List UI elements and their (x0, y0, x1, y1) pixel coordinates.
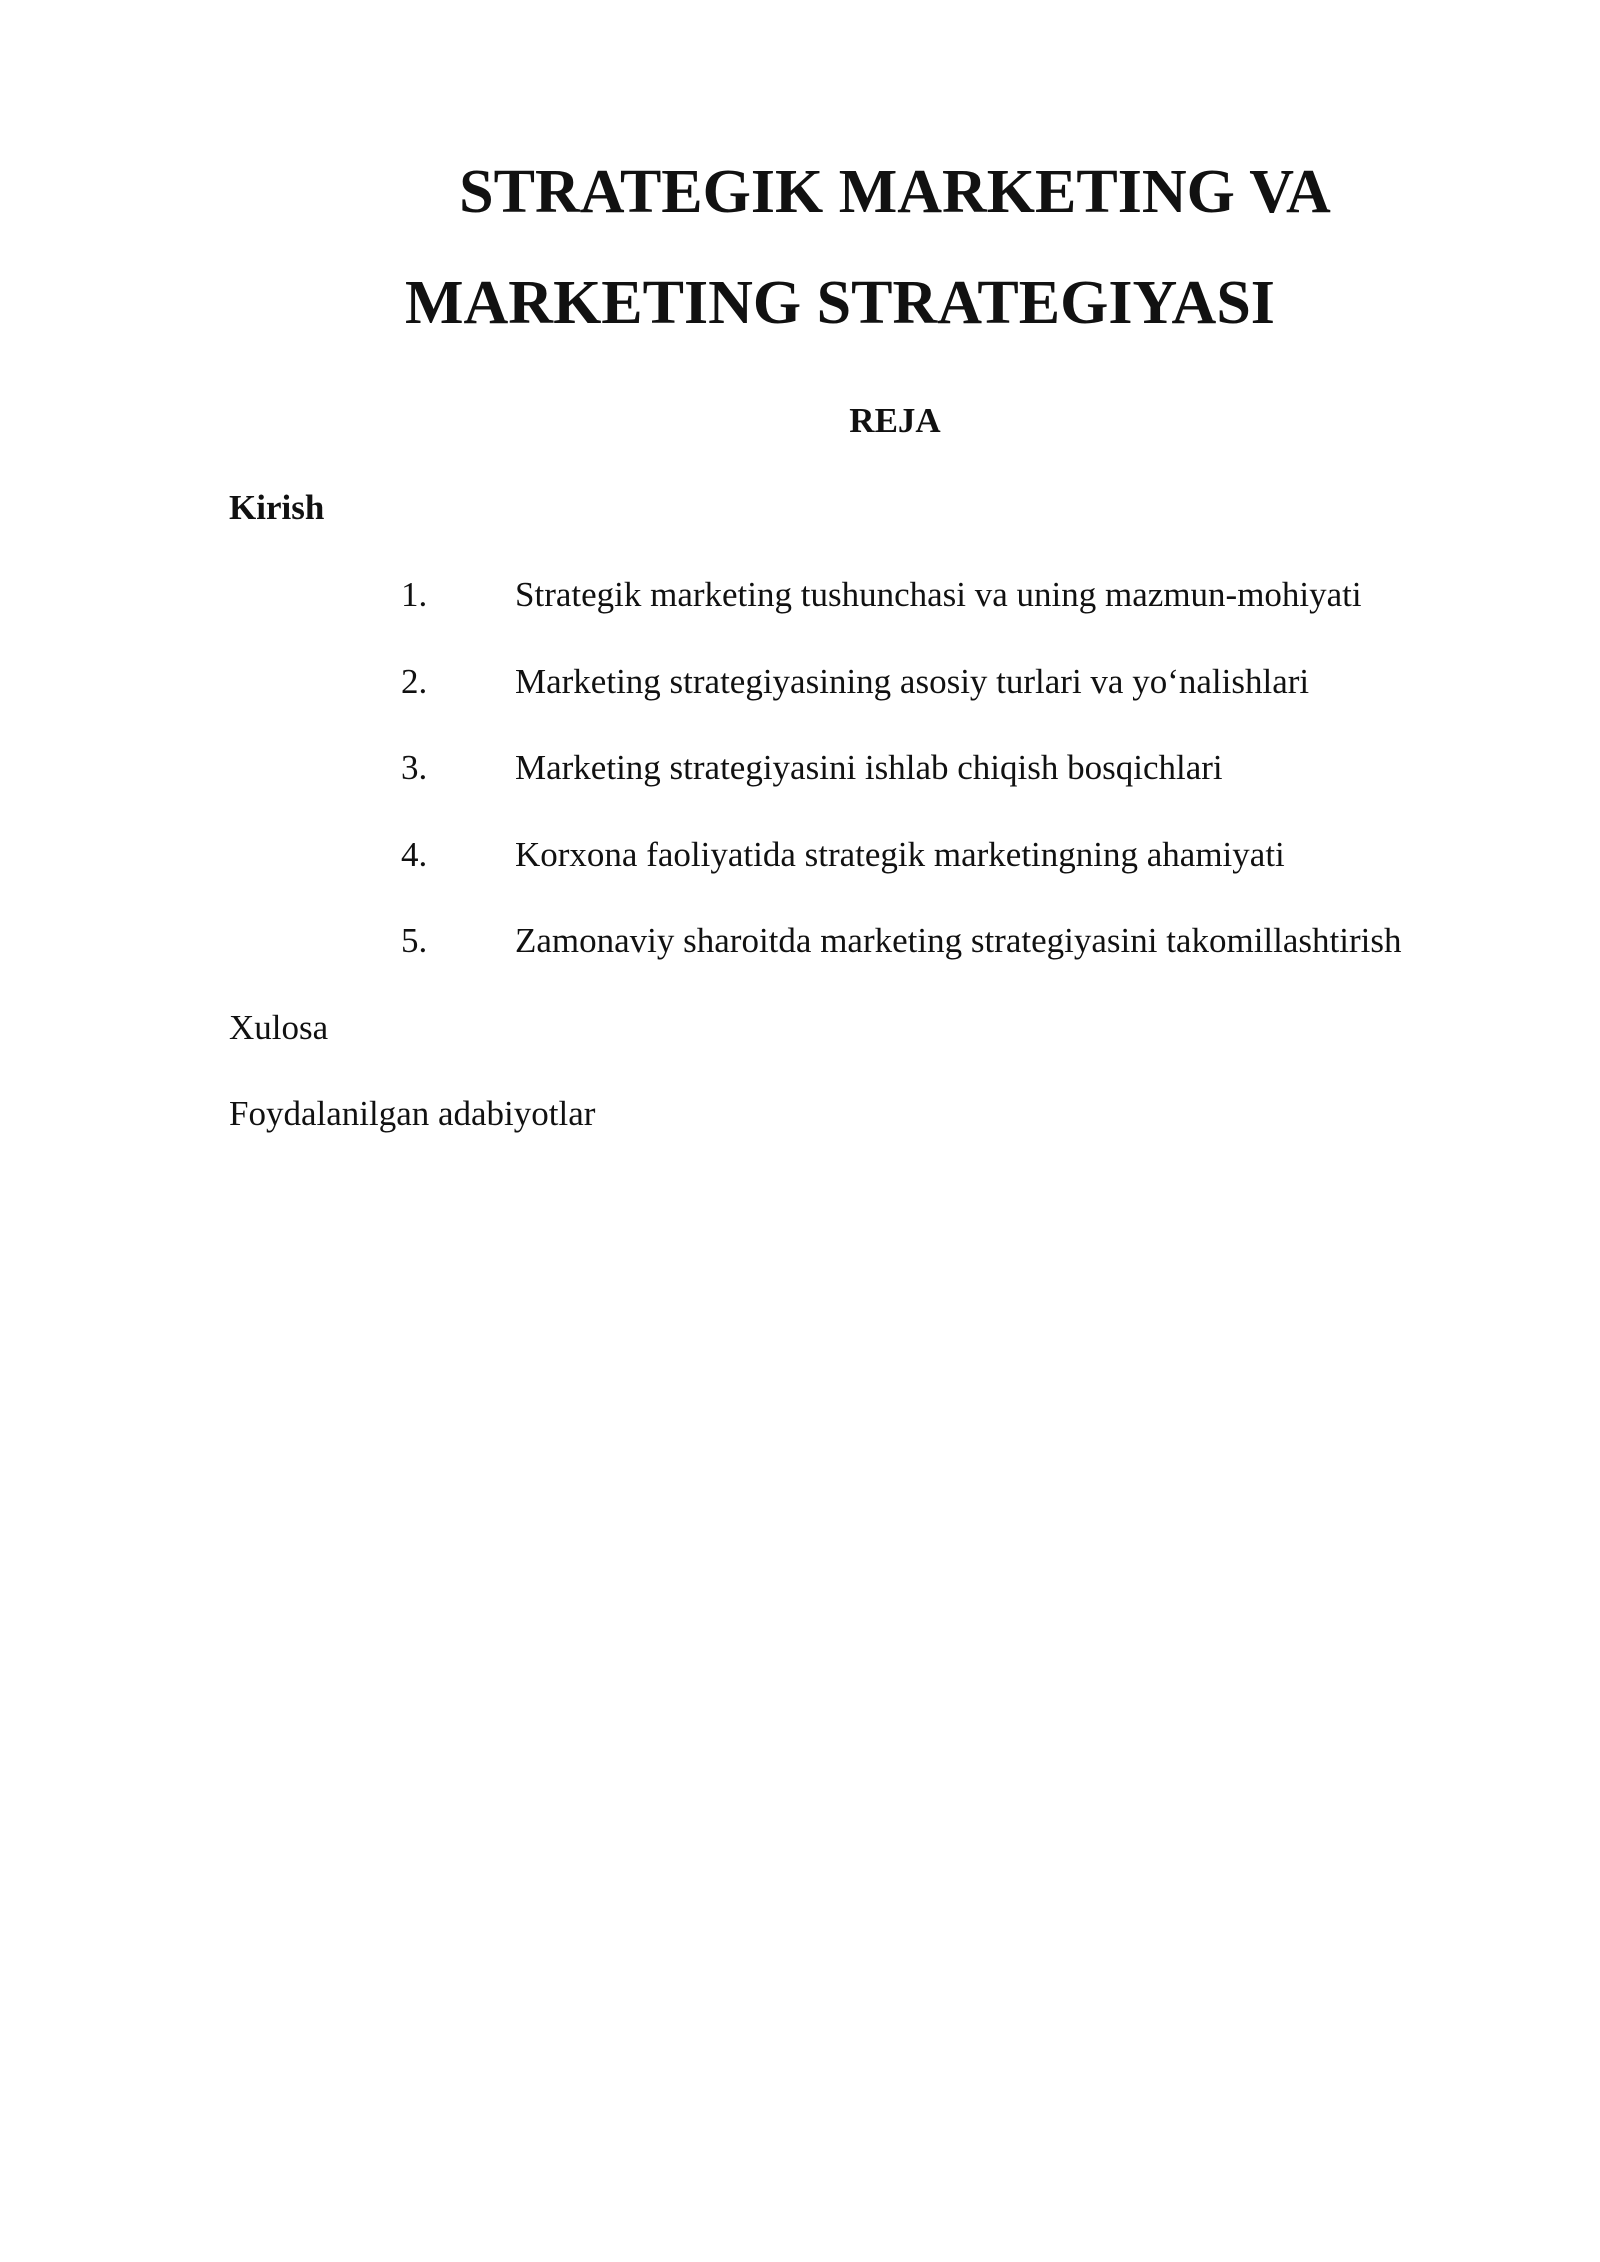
plan-item-number: 4. (401, 835, 428, 874)
plan-list-item (0, 661, 1600, 703)
plan-list-item (0, 920, 1600, 962)
document-title-line-2: MARKETING STRATEGIYASI (405, 269, 1275, 337)
plan-list-item (0, 574, 1600, 616)
plan-item-text: Strategik marketing tushunchasi va uning mazmun-mohiyati (515, 575, 1362, 614)
conclusion-heading: Xulosa (229, 1008, 329, 1047)
references-heading: Foydalanilgan adabiyotlar (229, 1094, 596, 1133)
plan-item-number: 5. (401, 921, 428, 960)
plan-item-text: Marketing strategiyasini ishlab chiqish bosqichlari (515, 748, 1223, 787)
plan-item-number: 2. (401, 662, 428, 701)
plan-list-item (0, 834, 1600, 876)
plan-list-item (0, 747, 1600, 789)
document-title-line-1: STRATEGIK MARKETING VA (459, 158, 1331, 226)
plan-item-text: Marketing strategiyasining asosiy turlari va yo‘nalishlari (515, 662, 1310, 701)
plan-item-text: Korxona faoliyatida strategik marketingning ahamiyati (515, 835, 1285, 874)
plan-heading: REJA (849, 401, 941, 440)
plan-item-text: Zamonaviy sharoitda marketing strategiyasini takomillashtirish (515, 921, 1402, 960)
intro-heading: Kirish (229, 488, 325, 527)
plan-item-number: 1. (401, 575, 428, 614)
plan-item-number: 3. (401, 748, 428, 787)
